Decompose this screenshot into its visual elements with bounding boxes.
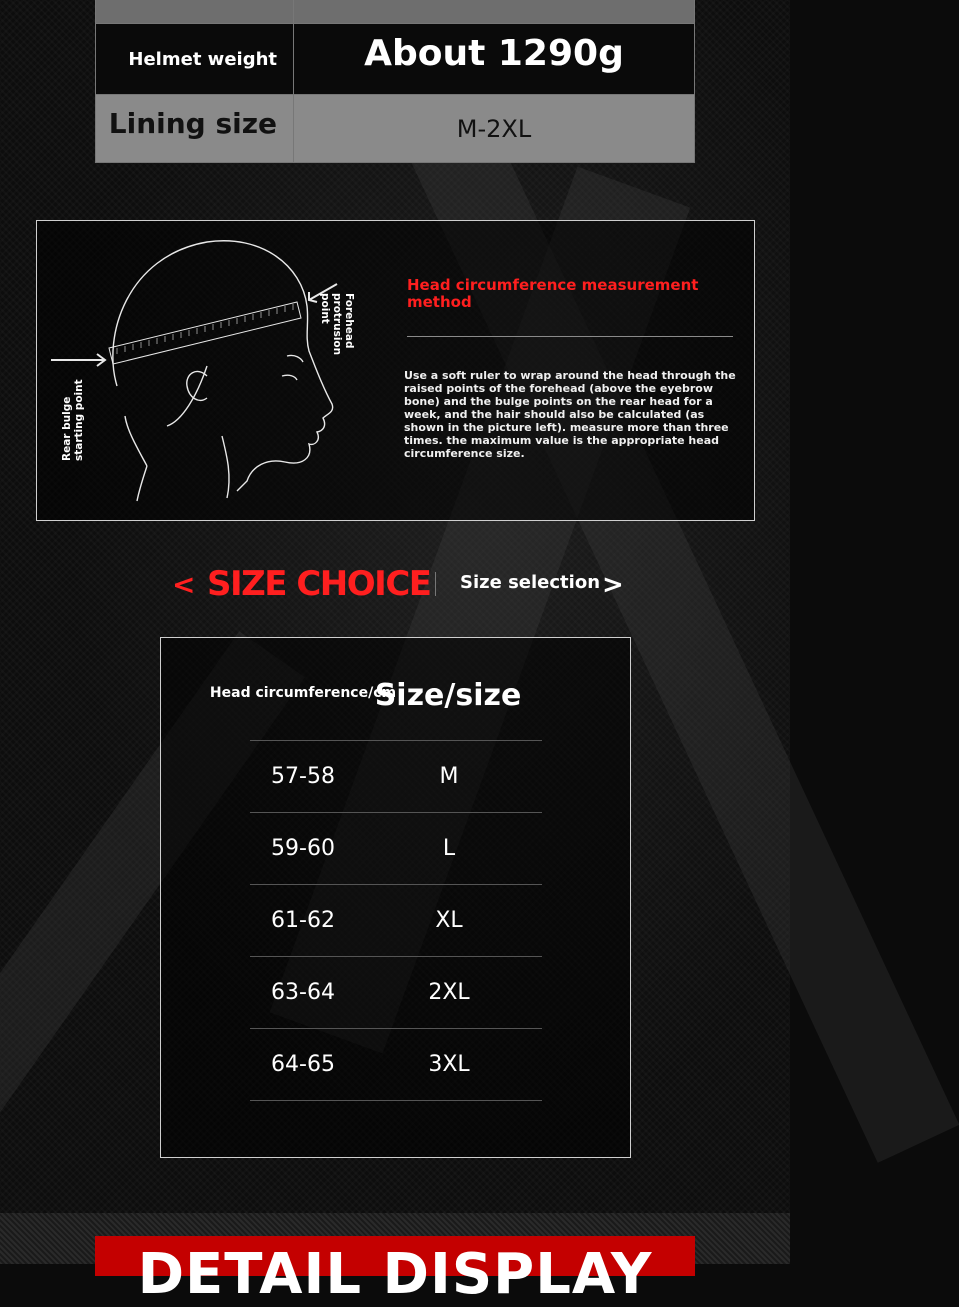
circumference-header: Head circumference/cm — [209, 685, 397, 701]
spec-top-label — [96, 0, 294, 23]
weight-label: Helmet weight — [96, 24, 294, 94]
circumference-cell: 64-65 — [271, 1052, 335, 1077]
size-cell: 2XL — [428, 980, 470, 1005]
table-row — [250, 1029, 542, 1101]
spec-top-value — [294, 0, 694, 23]
measurement-box — [36, 220, 755, 521]
size-table-box — [160, 637, 631, 1158]
detail-title: DETAIL DISPLAY — [137, 1242, 653, 1307]
table-row — [250, 813, 542, 885]
lining-value: M-2XL — [456, 114, 532, 143]
lining-label: Lining size — [96, 95, 294, 162]
weight-value: About 1290g — [364, 32, 624, 74]
spec-table — [95, 0, 695, 163]
size-header: Size/size — [374, 678, 522, 713]
measurement-description: Use a soft ruler to wrap around the head through the raised points of the forehead (above the eyebrow bone) and the bulge points on the rear head for a week, and the hair should also be calculated (as shown in the picture left). measure more than three times. the maximum value is the appropriate head circumference size. — [404, 369, 736, 460]
size-table — [209, 668, 542, 1101]
circumference-cell: 61-62 — [271, 908, 335, 933]
chevron-left-icon: < — [172, 568, 196, 601]
forehead-point-label: Forehead protrusion point — [319, 293, 355, 356]
spec-row-weight — [95, 24, 695, 95]
circumference-cell: 63-64 — [271, 980, 335, 1005]
detail-banner — [95, 1236, 695, 1307]
circumference-cell: 59-60 — [271, 836, 335, 861]
size-choice-title: SIZE CHOICE — [207, 564, 431, 604]
size-cell: XL — [435, 908, 463, 933]
size-cell: L — [442, 836, 456, 861]
table-row — [250, 957, 542, 1029]
rear-point-label: Rear bulge starting point — [61, 379, 85, 461]
size-choice-subtitle: Size selection — [460, 572, 601, 593]
heading-separator — [435, 572, 436, 596]
circumference-cell: 57-58 — [271, 764, 335, 789]
size-cell: 3XL — [428, 1052, 470, 1077]
chevron-right-icon: > — [602, 570, 624, 600]
spec-row-top — [95, 0, 695, 24]
size-cell: M — [439, 764, 459, 789]
spec-row-lining — [95, 95, 695, 163]
size-choice-heading — [0, 560, 790, 610]
measurement-divider — [407, 336, 733, 337]
table-row — [250, 885, 542, 957]
table-row — [250, 741, 542, 813]
size-table-header — [209, 668, 542, 741]
measurement-title: Head circumference measurement method — [407, 276, 699, 311]
